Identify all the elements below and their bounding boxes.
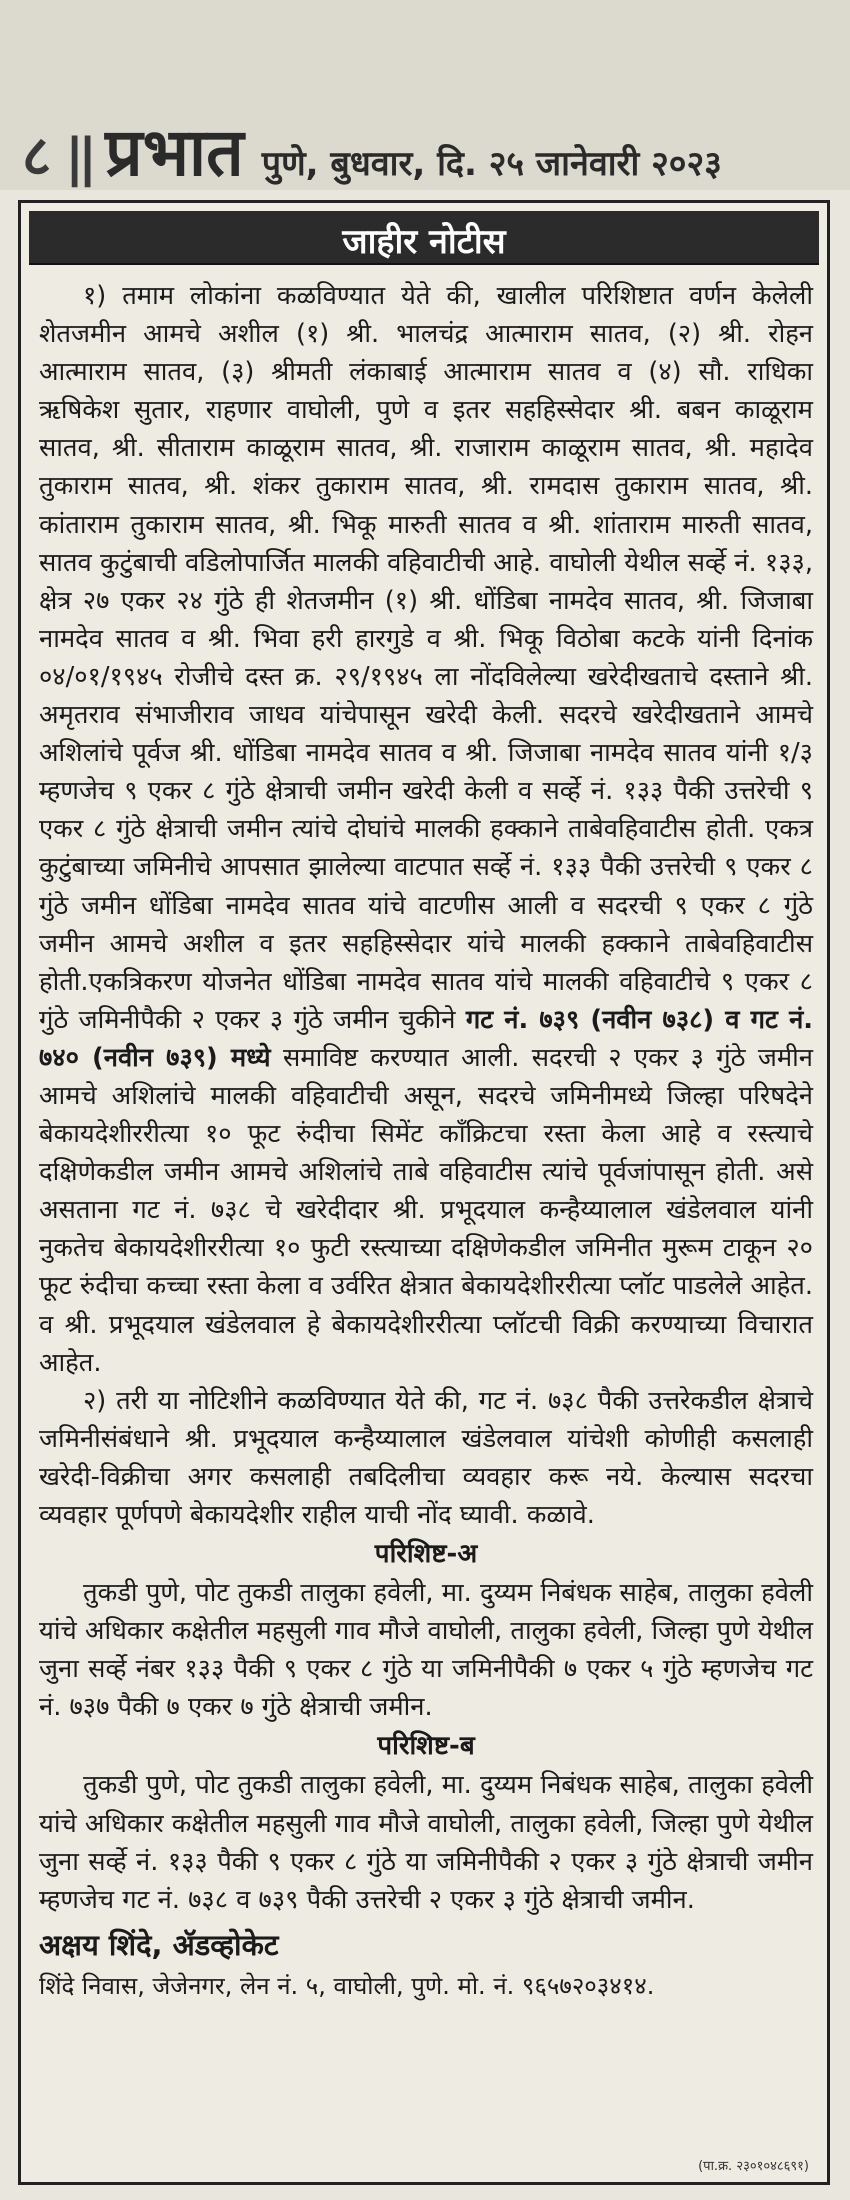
masthead-row xyxy=(22,105,722,195)
paragraph-1-text-b: समाविष्ट करण्यात आली. सदरची २ एकर ३ गुंठे जमीन आमचे अशिलांचे मालकी वहिवाटीची असून, सदरचे जमिनीमध्ये जिल्हा परिषदेने बेकायदेशीररीत्या १० फूट रुंदीचा सिमेंट काँक्रिटचा रस्ता केला आहे व रस्त्याचे दक्षिणेकडील जमीन आमचे अशिलांचे ताबे वहिवाटीस त्यांचे पूर्वजांपासून होती. असे असताना गट नं. ७३८ चे खरेदीदार श्री. प्रभूदयाल कन्हैय्यालाल खंडेलवाल यांनी नुकतेच बेकायदेशीररीत्या १० फुटी रस्त्याच्या दक्षिणेकडील जमिनीत मुरूम टाकून २० फूट रुंदीचा कच्चा रस्ता केला व उर्वरित क्षेत्रात बेकायदेशीररीत्या प्लॉट पाडलेले आहेत. व श्री. प्रभूदयाल खंडेलवाल हे बेकायदेशीररीत्या प्लॉटची विक्री करण्याच्या विचारात आहेत. xyxy=(39,1042,813,1378)
dateline: पुणे, बुधवार, दि. २५ जानेवारी २०२३ xyxy=(261,144,722,184)
notice-paragraph-1 xyxy=(39,277,813,1382)
newspaper-masthead xyxy=(0,0,850,190)
paragraph-1-text-a: १) तमाम लोकांना कळविण्यात येते की, खालील परिशिष्टात वर्णन केलेली शेतजमीन आमचे अशील (१) श्री. भालचंद्र आत्माराम सातव, (२) श्री. रोहन आत्माराम सातव, (३) श्रीमती लंकाबाई आत्माराम सातव व (४) सौ. राधिका ऋषिकेश सुतार, राहणार वाघोली, पुणे व इतर सहहिस्सेदार श्री. बबन काळूराम सातव, श्री. सीताराम काळूराम सातव, श्री. राजाराम काळूराम सातव, श्री. महादेव तुकाराम सातव, श्री. शंकर तुकाराम सातव, श्री. रामदास तुकाराम सातव, श्री. कांताराम तुकाराम सातव, श्री. भिकू मारुती सातव व श्री. शांताराम मारुती सातव, सातव कुटुंबाची वडिलोपार्जित मालकी वहिवाटीची आहे. वाघोली येथील सर्व्हे नं. १३३, क्षेत्र २७ एकर २४ गुंठे ही शेतजमीन (१) श्री. धोंडिबा नामदेव सातव, श्री. जिजाबा नामदेव सातव व श्री. भिवा हरी हारगुडे व श्री. भिकू विठोबा कटके यांनी दिनांक ०४/०१/१९४५ रोजीचे दस्त क्र. २९/१९४५ ला नोंदविलेल्या खरेदीखताचे दस्ताने श्री. अमृतराव संभाजीराव जाधव यांचेपासून खरेदी केली. सदरचे खरेदीखताने आमचे अशिलांचे पूर्वज श्री. धोंडिबा नामदेव सातव व श्री. जिजाबा नामदेव सातव यांनी १/३ म्हणजेच ९ एकर ८ गुंठे क्षेत्राची जमीन खरेदी केली व सर्व्हे नं. १३३ पैकी उत्तरेची ९ एकर ८ गुंठे क्षेत्राची जमीन त्यांचे दोघांचे मालकी हक्काने ताबेवहिवाटीस होती. एकत्र कुटुंबाच्या जमिनीचे आपसात झालेल्या वाटपात सर्व्हे नं. १३३ पैकी उत्तरेची ९ एकर ८ गुंठे जमीन धोंडिबा नामदेव सातव यांचे वाटणीस आली व सदरची ९ एकर ८ गुंठे जमीन आमचे अशील व इतर सहहिस्सेदार यांचे मालकी हक्काने ताबेवहिवाटीस होती.एकत्रिकरण योजनेत धोंडिबा नामदेव सातव यांचे मालकी वहिवाटीचे ९ एकर ८ गुंठे जमिनीपैकी २ एकर ३ गुंठे जमीन चुकीने xyxy=(39,281,813,1035)
advocate-address: शिंदे निवास, जेजेनगर, लेन नं. ५, वाघोली, पुणे. मो. नं. ९६५७२०३४१४. xyxy=(39,1971,655,2000)
page-number: ८ xyxy=(22,124,52,189)
notice-body xyxy=(39,277,813,2005)
public-notice-box xyxy=(18,200,830,2185)
schedule-a-heading: परिशिष्ट-अ xyxy=(374,1539,478,1570)
advocate-signature: अक्षय शिंदे, ॲडव्होकेट xyxy=(39,1927,279,1962)
advertisement-reference: (पा.क्र. २३०१०४८६९१) xyxy=(698,2159,809,2174)
schedule-a-text: तुकडी पुणे, पोट तुकडी तालुका हवेली, मा. दुय्यम निबंधक साहेब, तालुका हवेली यांचे अधिकार कक्षेतील महसुली गाव मौजे वाघोली, तालुका हवेली, जिल्हा पुणे येथील जुना सर्व्हे नंबर १३३ पैकी ९ एकर ८ गुंठे या जमिनीपैकी ७ एकर ५ गुंठे म्हणजेच गट नं. ७३७ पैकी ७ एकर ७ गुंठे क्षेत्राची जमीन. xyxy=(39,1578,813,1723)
schedule-b-heading: परिशिष्ट-ब xyxy=(377,1731,475,1762)
schedule-b-text: तुकडी पुणे, पोट तुकडी तालुका हवेली, मा. दुय्यम निबंधक साहेब, तालुका हवेली यांचे अधिकार कक्षेतील महसुली गाव मौजे वाघोली, तालुका हवेली, जिल्हा पुणे येथील जुना सर्व्हे नं. १३३ पैकी ९ एकर ८ गुंठे या जमिनीपैकी २ एकर ३ गुंठे क्षेत्राची जमीन म्हणजेच गट नं. ७३८ व ७३९ पैकी उत्तरेची २ एकर ३ गुंठे क्षेत्राची जमीन. xyxy=(39,1770,813,1915)
notice-title: जाहीर नोटीस xyxy=(342,222,506,262)
notice-paragraph-2: २) तरी या नोटिशीने कळविण्यात येते की, गट नं. ७३८ पैकी उत्तरेकडील क्षेत्राचे जमिनीसंबंधाने श्री. प्रभूदयाल कन्हैय्यालाल खंडेलवाल यांचेशी कोणीही कसलाही खरेदी-विक्रीचा अगर कसलाही तबदिलीचा व्यवहार करू नये. केल्यास सदरचा व्यवहार पूर्णपणे बेकायदेशीर राहील याची नोंद घ्यावी. कळावे. xyxy=(39,1385,813,1530)
masthead-divider: || xyxy=(65,128,92,188)
newspaper-name: प्रभात xyxy=(105,114,244,191)
notice-title-bar xyxy=(29,211,819,265)
paragraph-1-bold-text: गट नं. ७३९ (नवीन ७३८) व गट नं. ७४० (नवीन ७३९) मध्ये xyxy=(39,1004,814,1073)
